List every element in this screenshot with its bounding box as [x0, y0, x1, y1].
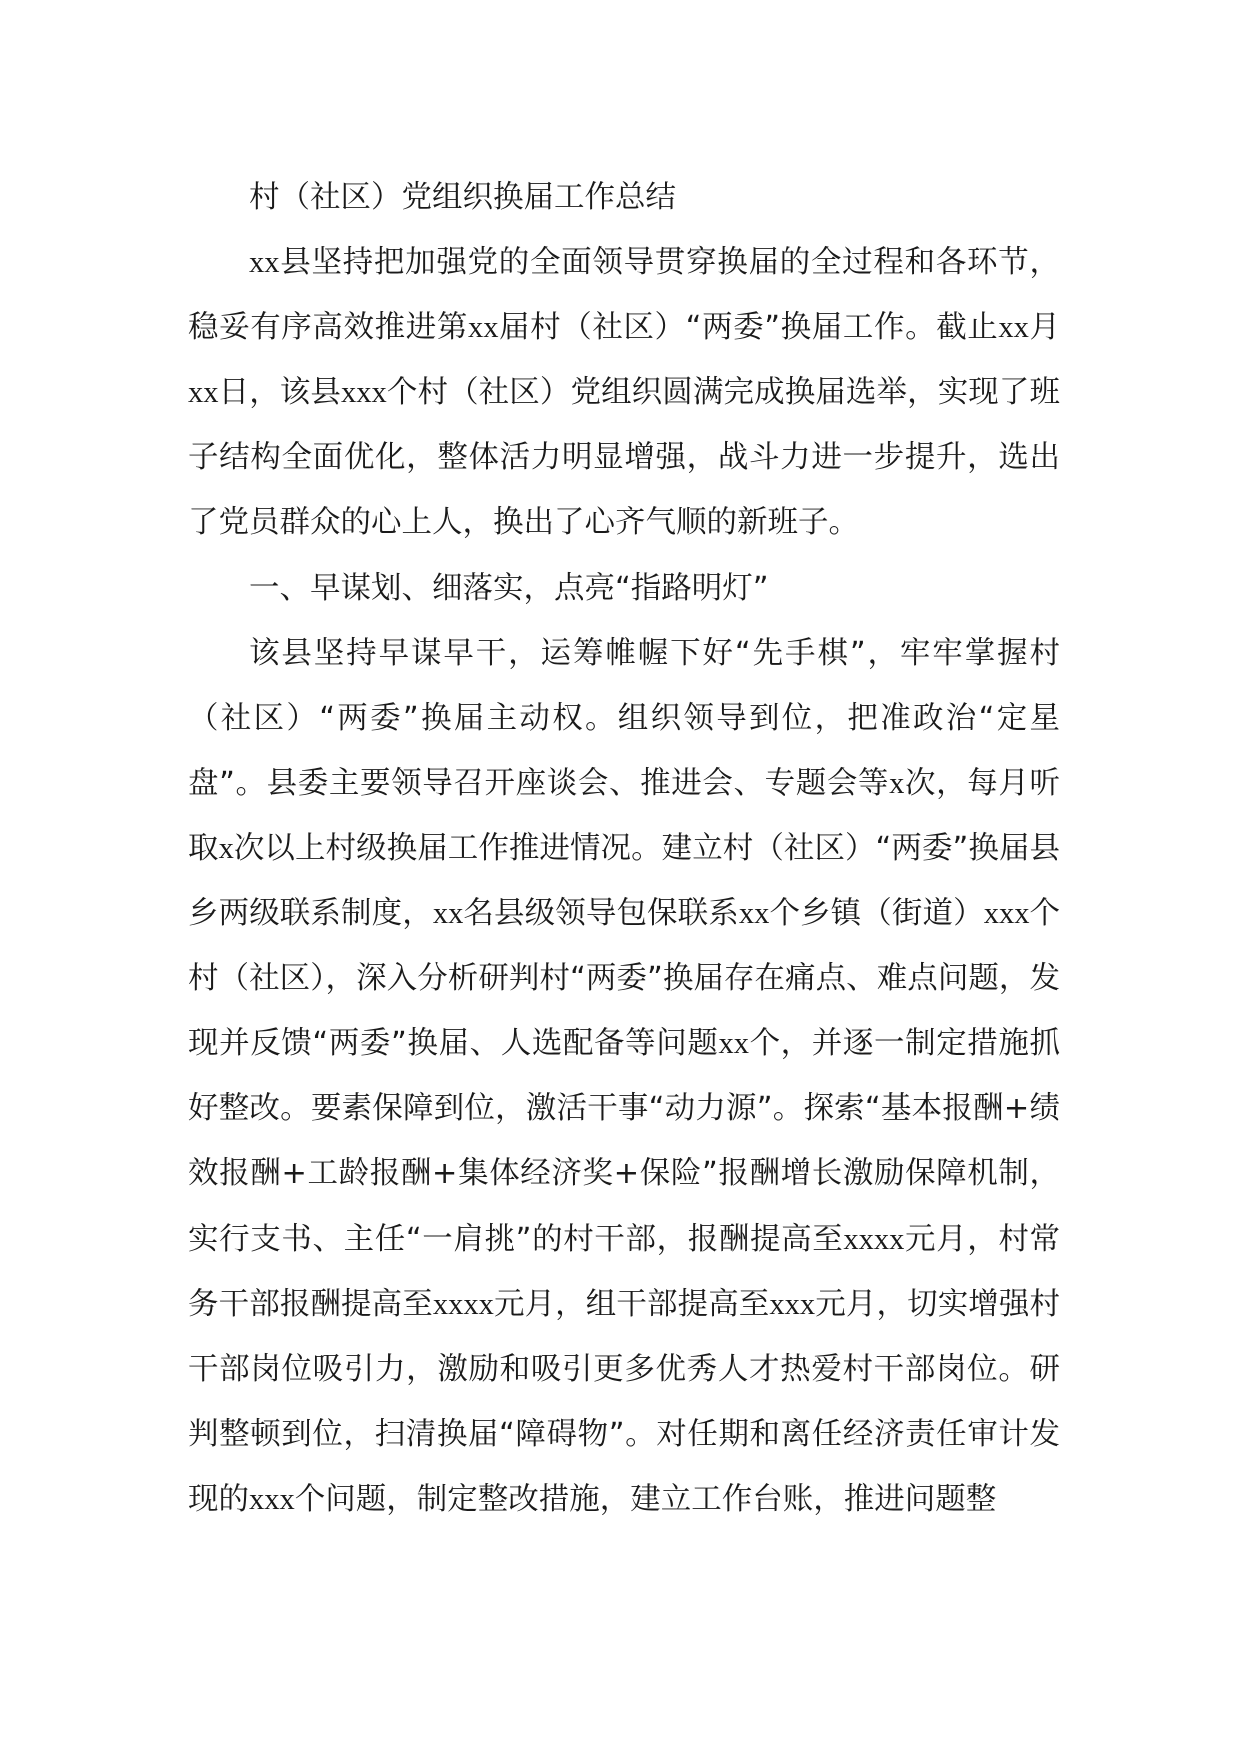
section-heading-1: 一、早谋划、细落实，点亮“指路明灯”: [249, 570, 769, 606]
document-body: [188, 165, 1060, 1532]
section-1-paragraph: 该县坚持早谋早干，运筹帷幄下好“先手棋”，牢牢掌握村（社区）“两委”换届主动权。组织领导到位，把准政治“定星盘”。县委主要领导召开座谈会、推进会、专题会等x次，每月听取x次以上村级换届工作推进情况。建立村（社区）“两委”换届县乡两级联系制度，xx名县级领导包保联系xx个乡镇（街道）xxx个村（社区），深入分析研判村“两委”换届存在痛点、难点问题，发现并反馈“两委”换届、人选配备等问题xx个，并逐一制定措施抓好整改。要素保障到位，激活干事“动力源”。探索“基本报酬+绩效报酬+工龄报酬+集体经济奖+保险”报酬增长激励保障机制，实行支书、主任“一肩挑”的村干部，报酬提高至xxxx元月，村常务干部报酬提高至xxxx元月，组干部提高至xxx元月，切实增强村干部岗位吸引力，激励和吸引更多优秀人才热爱村干部岗位。研判整顿到位，扫清换届“障碍物”。对任期和离任经济责任审计发现的xxx个问题，制定整改措施，建立工作台账，推进问题整: [188, 635, 1061, 1517]
document-title: 村（社区）党组织换届工作总结: [249, 180, 676, 215]
intro-paragraph: xx县坚持把加强党的全面领导贯穿换届的全过程和各环节，稳妥有序高效推进第xx届村（社区）“两委”换届工作。截止xx月xx日，该县xxx个村（社区）党组织圆满完成换届选举，实现了班子结构全面优化，整体活力明显增强，战斗力进一步提升，选出了党员群众的心上人，换出了心齐气顺的新班子。: [188, 245, 1061, 541]
